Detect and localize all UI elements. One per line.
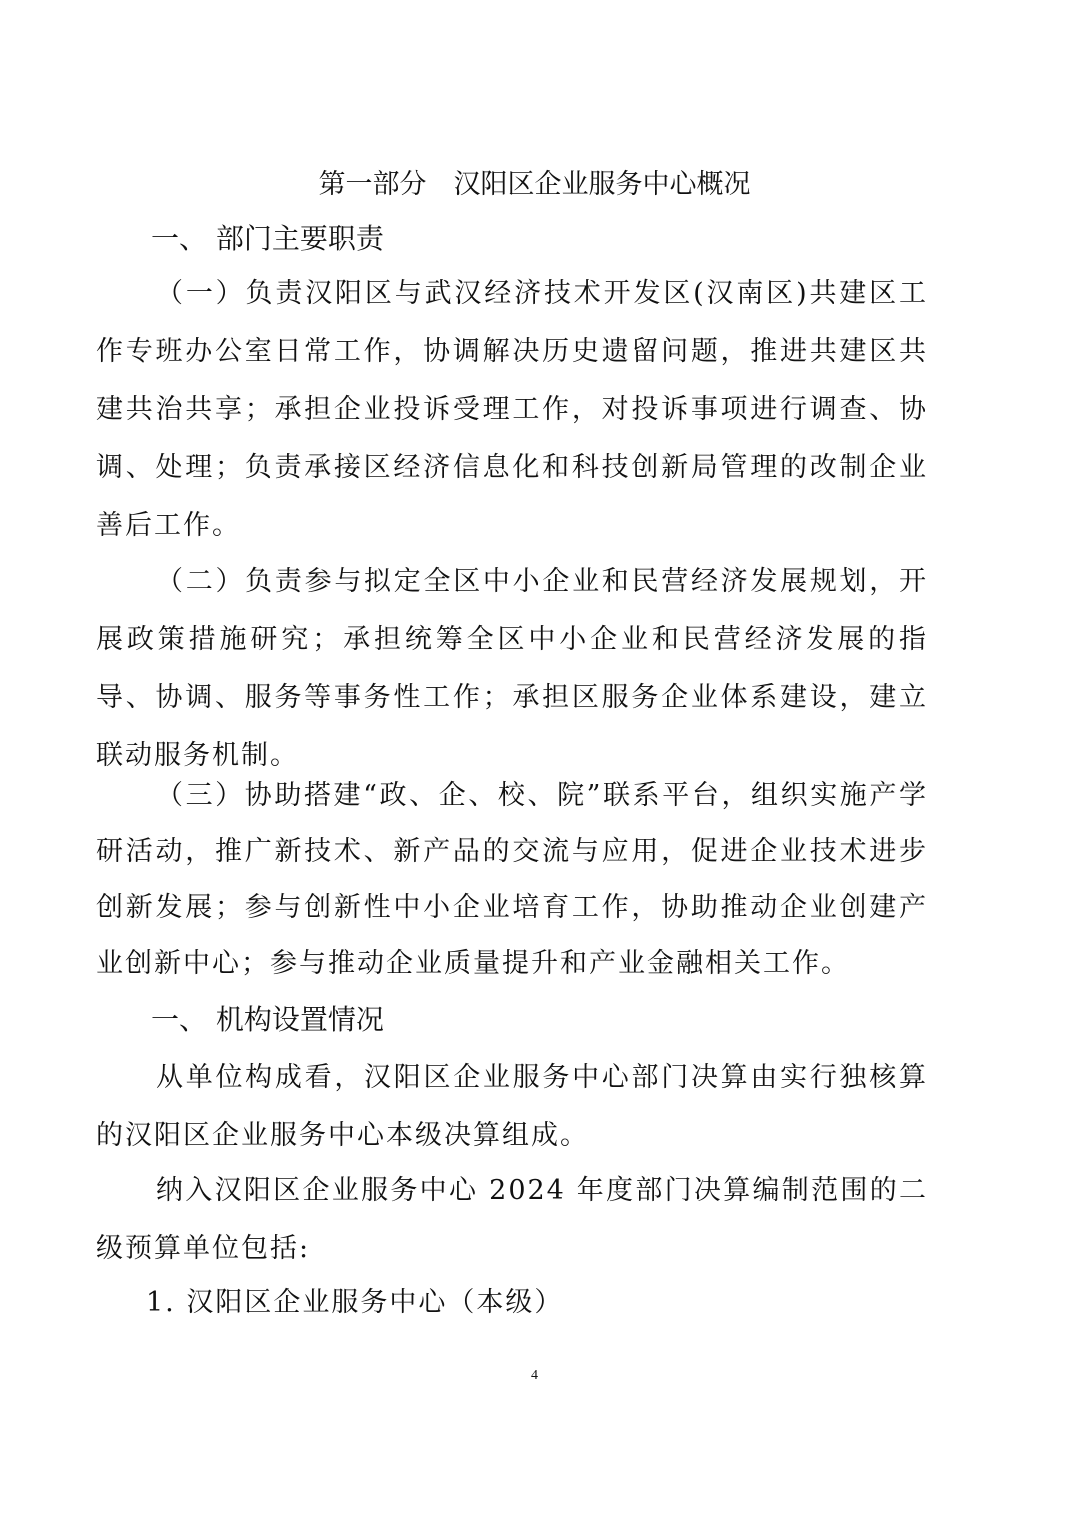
page-number: 4 <box>531 1368 538 1383</box>
organization-paragraph-1: 从单位构成看，汉阳区企业服务中心部门决算由实行独核算的汉阳区企业服务中心本级决算组成。 <box>96 1062 928 1151</box>
list-item: 1. 汉阳区企业服务中心（本级） <box>146 1287 564 1318</box>
section-heading-duties: 一、 部门主要职责 <box>151 222 384 255</box>
page-title: 第一部分 汉阳区企业服务中心概况 <box>318 169 751 200</box>
organization-paragraph-2: 纳入汉阳区企业服务中心 2024 年度部门决算编制范围的二级预算单位包括: <box>96 1175 928 1264</box>
section-heading-organization: 一、 机构设置情况 <box>151 1003 384 1036</box>
duty-paragraph-1: （一）负责汉阳区与武汉经济技术开发区(汉南区)共建区工作专班办公室日常工作，协调解决历史遗留问题，推进共建区共建共治共享；承担企业投诉受理工作，对投诉事项进行调查、协调、处理；负责承接区经济信息化和科技创新局管理的改制企业善后工作。 <box>96 278 928 541</box>
duty-paragraph-3: （三）协助搭建“政、企、校、院”联系平台，组织实施产学研活动，推广新技术、新产品的交流与应用，促进企业技术进步创新发展；参与创新性中小企业培育工作，协助推动企业创建产业创新中心；参与推动企业质量提升和产业金融相关工作。 <box>96 780 928 979</box>
duty-paragraph-2: （二）负责参与拟定全区中小企业和民营经济发展规划，开展政策措施研究；承担统筹全区中小企业和民营经济发展的指导、协调、服务等事务性工作；承担区服务企业体系建设，建立联动服务机制。 <box>96 566 928 771</box>
